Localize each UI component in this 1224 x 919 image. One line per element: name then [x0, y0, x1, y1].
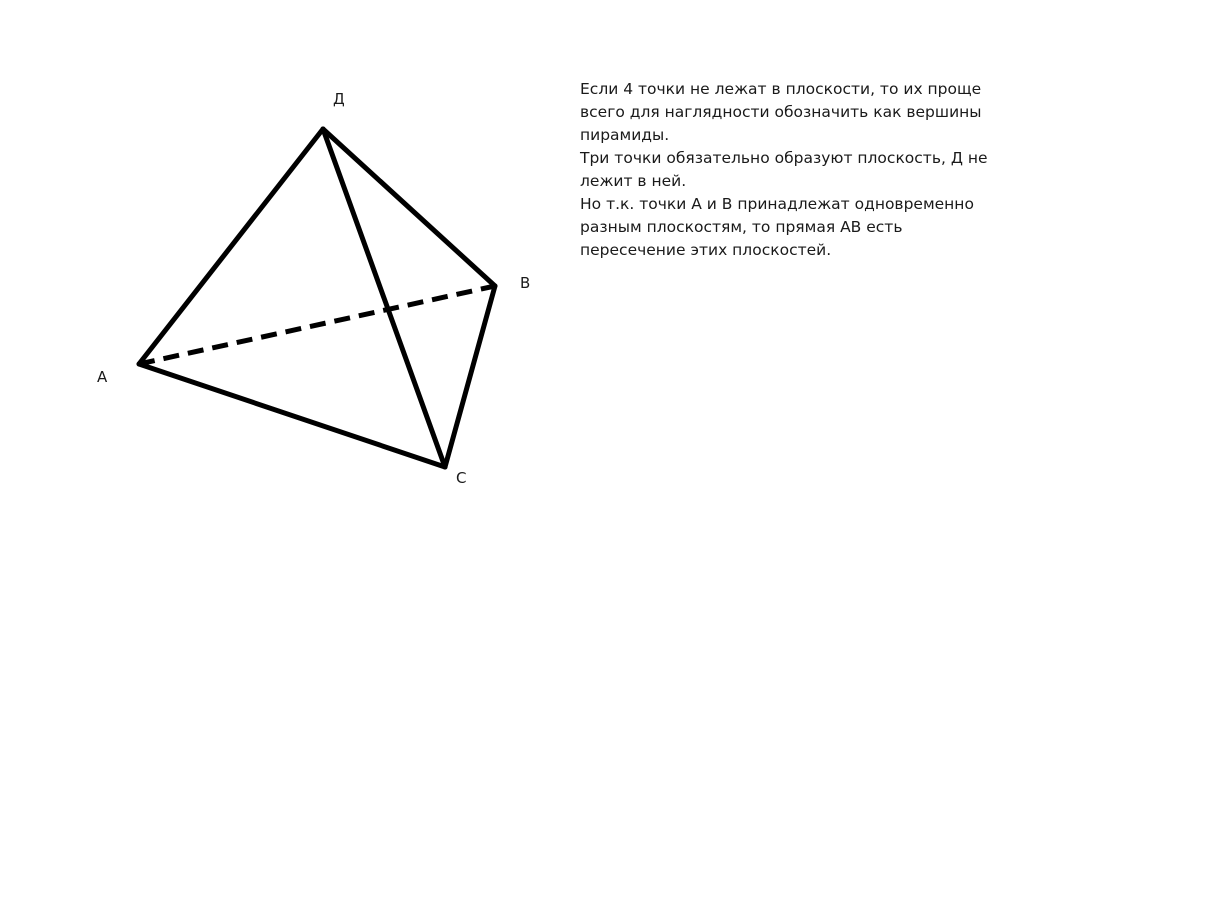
explanation-text — [580, 78, 1000, 262]
explanation-line: пирамиды. — [580, 126, 670, 144]
edge-b-c — [445, 286, 495, 467]
explanation-line: Три точки обязательно образуют плоскость, Д не — [580, 149, 988, 167]
vertex-label-c: С — [456, 469, 467, 487]
explanation-line: всего для наглядности обозначить как вершины — [580, 103, 982, 121]
explanation-line: лежит в ней. — [580, 172, 687, 190]
vertex-label-a: А — [97, 368, 108, 386]
explanation-line: разным плоскостям, то прямая АВ есть — [580, 218, 903, 236]
vertex-label-b: В — [520, 274, 531, 292]
edge-d-c — [323, 129, 445, 467]
edge-a-c — [139, 364, 445, 467]
explanation-line: пересечение этих плоскостей. — [580, 241, 832, 259]
vertex-label-d: Д — [333, 90, 345, 108]
explanation-line: Если 4 точки не лежат в плоскости, то их проще — [580, 80, 982, 98]
explanation-line: Но т.к. точки А и В принадлежат одновременно — [580, 195, 974, 213]
